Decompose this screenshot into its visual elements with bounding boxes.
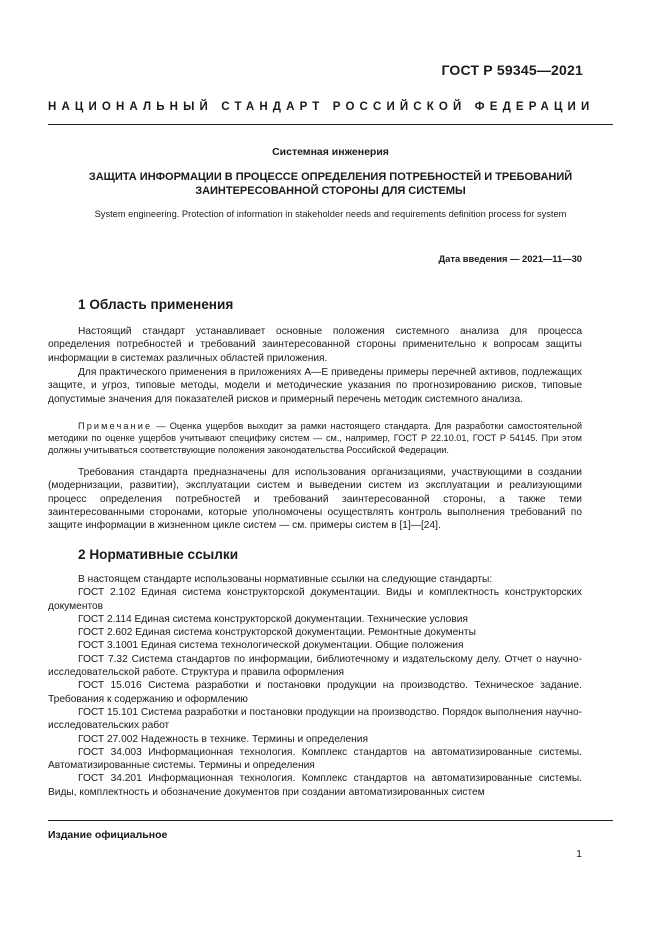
english-title: System engineering. Protection of information in stakeholder needs and requirements definition process for system: [94, 209, 567, 219]
main-title-line-1: ЗАЩИТА ИНФОРМАЦИИ В ПРОЦЕССЕ ОПРЕДЕЛЕНИЯ ПОТРЕБНОСТЕЙ И ТРЕБОВАНИЙ: [88, 171, 573, 183]
reference-item: ГОСТ 3.1001 Единая система технологической документации. Общие положения: [78, 640, 464, 652]
normative-references-list: [48, 573, 582, 799]
series-title: Системная инженерия: [272, 146, 389, 158]
page-number: 1: [576, 848, 582, 860]
section-1-note: [48, 420, 582, 457]
top-divider: [48, 124, 613, 125]
reference-item: ГОСТ 2.602 Единая система конструкторской документации. Ремонтные документы: [78, 627, 476, 639]
reference-item: ГОСТ 7.32 Система стандартов по информации, библиотечному и издательскому делу. Отчет о научно-исследовательской работе. Структура и правила оформления: [48, 653, 582, 679]
reference-item: ГОСТ 15.016 Система разработки и постановки продукции на производство. Техническое задание. Требования к содержанию и оформлению: [48, 680, 582, 705]
main-title-line-2: ЗАИНТЕРЕСОВАННОЙ СТОРОНЫ ДЛЯ СИСТЕМЫ: [195, 185, 466, 197]
note-text: — Оценка ущербов выходит за рамки настоящего стандарта. Для разработки самостоятельной методики по оценке ущербов учитывают специфику систем — см., например, ГОСТ Р 22.10.01, ГОСТ Р 54145. При этом должны учитываться соответствующие положения законодательства Российской Федерации.: [48, 421, 582, 456]
bottom-divider: [48, 820, 613, 821]
reference-item: ГОСТ 2.114 Единая система конструкторской документации. Технические условия: [78, 613, 468, 625]
paragraph-text: Для практического применения в приложениях А—Е приведены примеры перечней активов, подлежащих защите, и угроз, типовые методы, модели и методические указания по прогнозированию рисков, типовые допустимые значения для показателей рисков и примерный перечень методик системного анализа.: [48, 367, 582, 405]
section-1-paragraph-3: [48, 466, 582, 532]
note-label: Примечание: [78, 421, 153, 431]
main-title: [48, 170, 613, 198]
section-1-paragraph-2: [48, 366, 582, 406]
reference-item: ГОСТ 2.102 Единая система конструкторской документации. Виды и комплектность конструкторских документов: [48, 587, 582, 612]
national-standard-banner: НАЦИОНАЛЬНЫЙ СТАНДАРТ РОССИЙСКОЙ ФЕДЕРАЦИИ: [48, 101, 595, 113]
standard-number: ГОСТ Р 59345—2021: [441, 62, 583, 78]
official-edition-label: Издание официальное: [48, 829, 168, 841]
reference-item: ГОСТ 34.201 Информационная технология. Комплекс стандартов на автоматизированные системы. Виды, комплектность и обозначение документов при создании автоматизированных систем: [48, 773, 582, 798]
reference-item: ГОСТ 34.003 Информационная технология. Комплекс стандартов на автоматизированные системы. Автоматизированные системы. Термины и определения: [48, 746, 582, 772]
section-1-paragraph-1: [48, 325, 582, 365]
paragraph-text: Настоящий стандарт устанавливает основные положения системного анализа для процесса определения потребностей и требований заинтересованной стороны применительно к вопросам защиты информации в системах различных областей приложения.: [48, 326, 582, 364]
section-1-heading: 1 Область применения: [78, 297, 234, 312]
reference-item: ГОСТ 27.002 Надежность в технике. Термины и определения: [78, 733, 368, 745]
references-intro: В настоящем стандарте использованы нормативные ссылки на следующие стандарты:: [78, 574, 493, 585]
introduction-date: Дата введения — 2021—11—30: [438, 253, 582, 264]
paragraph-text: Требования стандарта предназначены для использования организациями, участвующими в создании (модернизации, развитии), эксплуатации систем и выведении систем из эксплуатации и реализующими процесс определения потребностей и требований заинтересованной стороны, а также теми заинтересованными сторонами, которые уполномочены осуществлять контроль выполнения требований по защите информации в жизненном цикле систем — см. примеры систем в [1]—[24].: [48, 467, 582, 532]
section-2-heading: 2 Нормативные ссылки: [78, 547, 239, 562]
reference-item: ГОСТ 15.101 Система разработки и постановки продукции на производство. Порядок выполнения научно-исследовательских работ: [48, 706, 582, 732]
